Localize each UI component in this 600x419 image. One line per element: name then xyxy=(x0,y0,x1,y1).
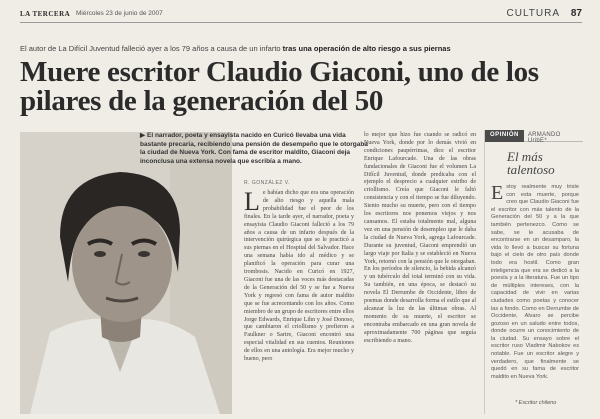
sidebar-tag-row xyxy=(485,130,583,142)
lead-paragraph xyxy=(140,132,370,166)
lead-text: El narrador, poeta y ensayista nacido en Curicó llevaba una vida bastante precaria, recibiendo una pensión de desempeño que le otorgaba la ciudad de Nueva York. Con fama de escritor maldito, Giaconi deja inconclusa una extensa novela que escribía a mano. xyxy=(140,132,368,165)
page-number: 87 xyxy=(570,8,582,19)
sidebar-drop-cap: E xyxy=(491,182,504,204)
section-label: CULTURA xyxy=(506,8,560,19)
sidebar-author: ARMANDO UribE* xyxy=(524,130,583,142)
drop-cap: L xyxy=(244,187,260,216)
opinion-sidebar xyxy=(484,130,583,414)
publication-name: LA TERCERA xyxy=(20,10,71,18)
body-column-1 xyxy=(244,187,354,414)
body-text-2: lo mejor que hizo fue cuando se radicó en Nueva York, donde por lo demás vivió en condiciones paupérrimas, dice el escritor Enrique Lafourcade. Una de las obras fundacionales de Giaconi fue el volumen La Difícil Juventud, donde predicaba con el ejemplo el desprecio a cualquier estribo de criollismo. Creía que Giaconi le faltó consistencia y con el tiempo se fue diluyendo. Siento mucho su muerte, pero con el tiempo los escritores nos ponemos viejos y nos cansamos. El estaba totalmente mal, alguna vez en una pensión de desempleo que le daba la ciudad de Nueva York, agrega Lafourcade. Durante su juventud, Giaconi emprendió un largo viaje por Italia y se estableció en Nueva York, retornó con la pensión que le otorgaban. En los períodos de silencio, la bebida alcanzó y un tubérculo del total terminó con su vida. Su también, en una época, se destacó su novela El Derrumbe de Occidente, libro de poemas donde desarrolla forma el estilo que al alcanzar la luz de las últimas obras. Al momento de su muerte, el escritor se encontraba embarcado en una gran novela de aproximadamente 700 páginas que seguía escribiendo a mano. xyxy=(364,132,476,344)
body-column-2 xyxy=(364,132,476,414)
sidebar-signature: * Escritor chileno xyxy=(515,400,557,406)
opinion-tag: OPINIÓN xyxy=(485,130,524,142)
sidebar-title: El más talentoso xyxy=(507,149,555,177)
author-photo xyxy=(20,132,232,414)
sidebar-text: stoy realmente muy triste con esta muerte, porque creo que Claudio Giaconi fue el escritor con más talento de la Generación del 50 y a la que también pertenezco. Como se sabe, se le acusaba de encontrarse en un desamparo, la vida lo llevó a buscar su fortuna bajo el cielo de otro país donde todo era hostil. Como gran inteligencia que era se dedicó a la poesía y a la literatura. Fue un tipo de múltiples intereses, con la capacidad de vivir en varias ciudades como poetas y conocer las a fondo. Como en Derrumbe de Occidente, Alvaro se percibe gozoso en un saludo entre todos, donde ocurre un conocimiento de la ciudad. Su ensayo sobre el escritor ruso Vladimir Nabokov es notable. Fue un escritor alegre y verdadero, que finalmente se quedó en su fama de escritor maldito en Nueva York. xyxy=(491,184,579,380)
page-header xyxy=(20,8,582,23)
kicker-bold: tras una operación de alto riesgo a sus piernas xyxy=(282,44,451,53)
kicker xyxy=(20,44,580,53)
sidebar-body xyxy=(491,182,579,380)
body-text-1: e habían dicho que era una operación de alto riesgo y aquella mala probabilidad fue el peor de los finales. En la tarde ayer, el narrador, poeta y ensayista Claudio Giaconi falleció a los 79 años a causa de un infarto después de la intervención quirúrgica que se le practicó a sus piernas en el Hospital del Salvador. Hace una semana había ido al médico y se planificó la operación para curar una trombosis. Nacido en Curicó en 1927, Giaconi fue una de las voces más destacadas de la Generación del 50 y se fue a Nueva York y regresó con fama de autor maldito que se fue acrecentando con los años. Como miembro de un grupo de escritores entre ellos Jorge Edwards, Enrique Lihn y José Donoso, que cambiaron el criollismo y prefieron a Faulkner o Sartre, Giaconi encontró una especial vitalidad en sus cuentos. Reuniones de ellos en una antología. Era mejor mucho y bueno, pero xyxy=(244,190,354,363)
bullet-triangle-icon: ▶ xyxy=(140,132,145,139)
publication-date: Miércoles 23 de junio de 2007 xyxy=(76,10,163,17)
byline: R. GONZÁLEZ V. xyxy=(244,180,290,186)
kicker-lead: El autor de La Difícil Juventud falleció ayer a los 79 años a causa de un infarto xyxy=(20,44,281,53)
headline: Muere escritor Claudio Giaconi, uno de los pilares de la generación del 50 xyxy=(20,56,539,117)
